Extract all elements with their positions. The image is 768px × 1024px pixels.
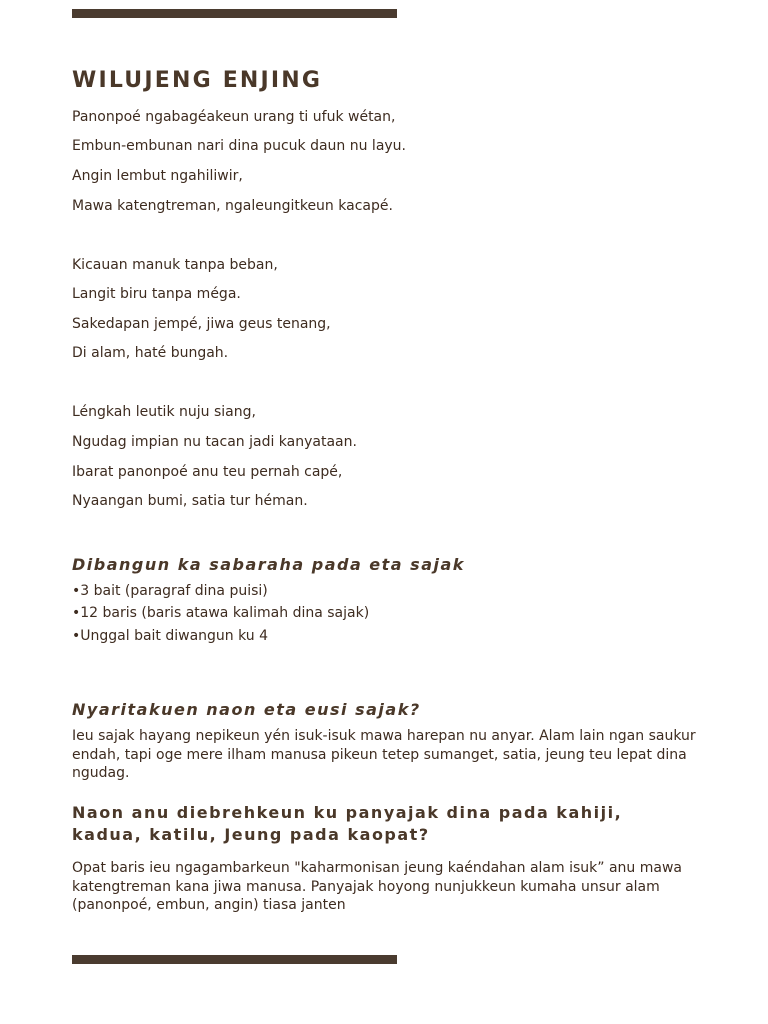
poem-line: Sakedapan jempé, jiwa geus tenang, <box>72 316 331 332</box>
poem-line: Ngudag impian nu tacan jadi kanyataan. <box>72 434 357 450</box>
poem-line: Langit biru tanpa méga. <box>72 286 241 302</box>
section-paragraph-content: Ieu sajak hayang nepikeun yén isuk-isuk mawa harepan nu anyar. Alam lain ngan saukur endah, tapi oge mere ilham manusa pikeun tetep sumanget, satia, jeung teu lepat dina ngudag. <box>72 728 696 781</box>
poem-line: Ibarat panonpoé anu teu pernah capé, <box>72 464 343 480</box>
list-item: •12 baris (baris atawa kalimah dina sajak) <box>72 605 370 621</box>
poem-line: Angin lembut ngahiliwir, <box>72 168 243 184</box>
bottom-divider-bar <box>72 955 397 964</box>
poem-line: Panonpoé ngabagéakeun urang ti ufuk wétan, <box>72 109 396 125</box>
poem-line: Mawa katengtreman, ngaleungitkeun kacapé. <box>72 198 393 214</box>
top-divider-bar <box>72 9 397 18</box>
poem-line: Embun-embunan nari dina pucuk daun nu layu. <box>72 138 407 154</box>
poem-line: Nyaangan bumi, satia tur héman. <box>72 493 308 509</box>
poem-line: Léngkah leutik nuju siang, <box>72 404 256 420</box>
section-heading-meaning: Naon anu diebrehkeun ku panyajak dina pada kahiji, kadua, katilu, Jeung pada kaopat? <box>72 803 623 844</box>
section-heading-structure: Dibangun ka sabaraha pada eta sajak <box>72 555 465 574</box>
section-paragraph-meaning: Opat baris ieu ngagambarkeun "kaharmonisan jeung kaéndahan alam isuk” anu mawa katengtreman kana jiwa manusa. Panyajak hoyong nunjukkeun kumaha unsur alam (panonpoé, embun, angin) tiasa janten <box>72 860 682 913</box>
page-title: WILUJENG ENJING <box>72 68 323 93</box>
list-item: •3 bait (paragraf dina puisi) <box>72 583 268 599</box>
poem-line: Kicauan manuk tanpa beban, <box>72 257 278 273</box>
list-item: •Unggal bait diwangun ku 4 <box>72 628 269 644</box>
poem-line: Di alam, haté bungah. <box>72 345 229 361</box>
section-heading-content: Nyaritakuen naon eta eusi sajak? <box>72 700 421 719</box>
